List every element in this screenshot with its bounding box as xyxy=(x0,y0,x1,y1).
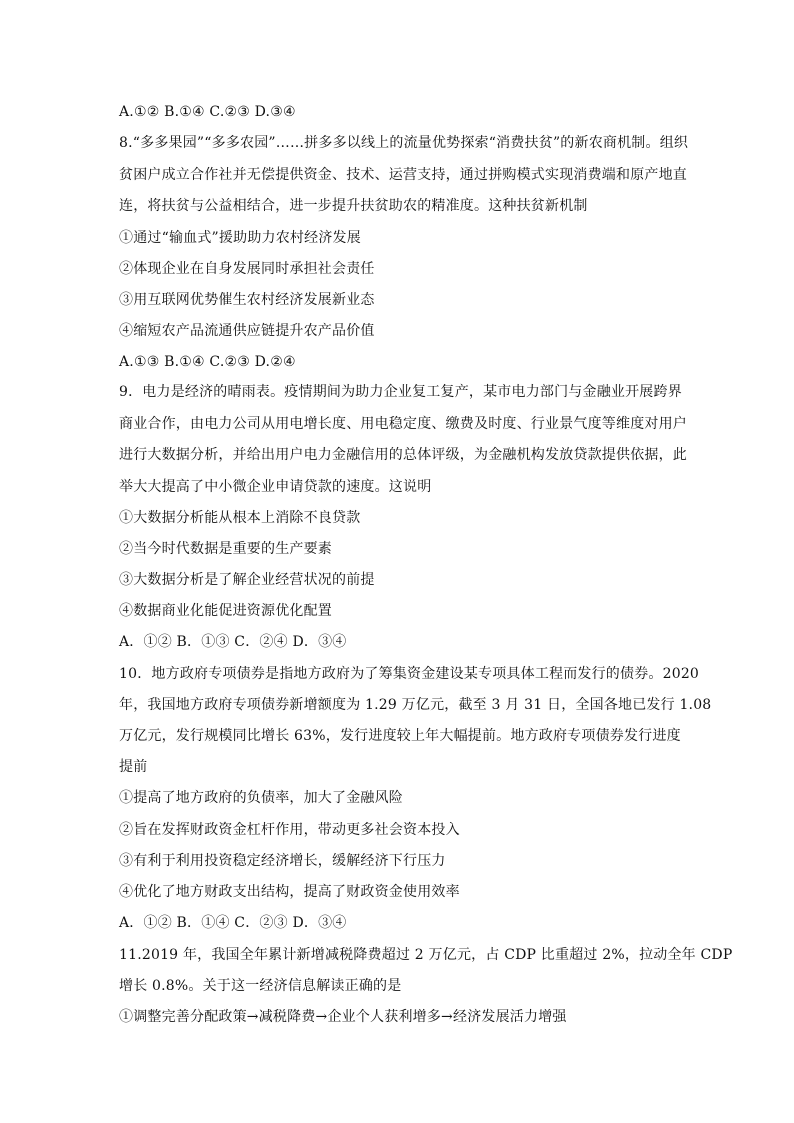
q8-options: A.①③ B.①④ C.②③ D.②④ xyxy=(119,354,296,370)
q8-statement-1: ①通过“输血式”援助助力农村经济发展 xyxy=(119,230,361,246)
q10-statement-4: ④优化了地方财政支出结构，提高了财政资金使用效率 xyxy=(119,884,460,900)
q9-statement-2: ②当今时代数据是重要的生产要素 xyxy=(119,541,332,557)
q9-stem-line-4: 举大大提高了中小微企业申请贷款的速度。这说明 xyxy=(119,479,432,495)
q8-statement-4: ④缩短农产品流通供应链提升农产品价值 xyxy=(119,323,375,339)
q8-stem-line-3: 连，将扶贫与公益相结合，进一步提升扶贫助农的精准度。这种扶贫新机制 xyxy=(119,198,588,214)
q9-statement-3: ③大数据分析是了解企业经营状况的前提 xyxy=(119,572,375,588)
q7-options: A.①② B.①④ C.②③ D.③④ xyxy=(119,104,296,120)
q9-stem-line-2: 商业合作，由电力公司从用电增长度、用电稳定度、缴费及时度、行业景气度等维度对用户 xyxy=(119,416,687,432)
q11-statement-1: ①调整完善分配政策→减税降费→企业个人获利增多→经济发展活力增强 xyxy=(119,1009,567,1025)
q10-statement-1: ①提高了地方政府的负债率，加大了金融风险 xyxy=(119,790,403,806)
q10-stem-line-1: 10．地方政府专项债券是指地方政府为了筹集资金建设某专项具体工程而发行的债券。2020 xyxy=(119,666,700,682)
q8-statement-3: ③用互联网优势催生农村经济发展新业态 xyxy=(119,292,375,308)
q8-stem-line-2: 贫困户成立合作社并无偿提供资金、技术、运营支持，通过拼购模式实现消费端和原产地直 xyxy=(119,167,687,183)
q10-statement-2: ②旨在发挥财政资金杠杆作用，带动更多社会资本投入 xyxy=(119,822,460,838)
q10-options: A．①② B．①④ C．②③ D．③④ xyxy=(119,915,347,931)
q9-options: A．①② B．①③ C．②④ D．③④ xyxy=(119,634,347,650)
q9-stem-line-1: 9．电力是经济的晴雨表。疫情期间为助力企业复工复产，某市电力部门与金融业开展跨界 xyxy=(119,384,682,400)
q10-stem-line-4: 提前 xyxy=(119,759,148,775)
q8-stem-line-1: 8.“多多果园”“多多农园”……拼多多以线上的流量优势探索“消费扶贫”的新农商机制。组织 xyxy=(119,135,689,151)
q9-stem-line-3: 进行大数据分析，并给出用户电力金融信用的总体评级，为金融机构发放贷款提供依据，此 xyxy=(119,447,687,463)
q11-stem-line-1: 11.2019 年，我国全年累计新增减税降费超过 2 万亿元，占 CDP 比重超过 2%，拉动全年 CDP xyxy=(119,947,733,963)
q10-statement-3: ③有利于利用投资稳定经济增长，缓解经济下行压力 xyxy=(119,853,446,869)
q11-stem-line-2: 增长 0.8%。关于这一经济信息解读正确的是 xyxy=(119,978,402,994)
q8-statement-2: ②体现企业在自身发展同时承担社会责任 xyxy=(119,261,375,277)
q9-statement-4: ④数据商业化能促进资源优化配置 xyxy=(119,603,332,619)
q10-stem-line-3: 万亿元，发行规模同比增长 63%，发行进度较上年大幅提前。地方政府专项债券发行进度 xyxy=(119,728,681,744)
q9-statement-1: ①大数据分析能从根本上消除不良贷款 xyxy=(119,510,361,526)
q10-stem-line-2: 年，我国地方政府专项债券新增额度为 1.29 万亿元，截至 3 月 31 日，全国各地已发行 1.08 xyxy=(119,697,712,713)
